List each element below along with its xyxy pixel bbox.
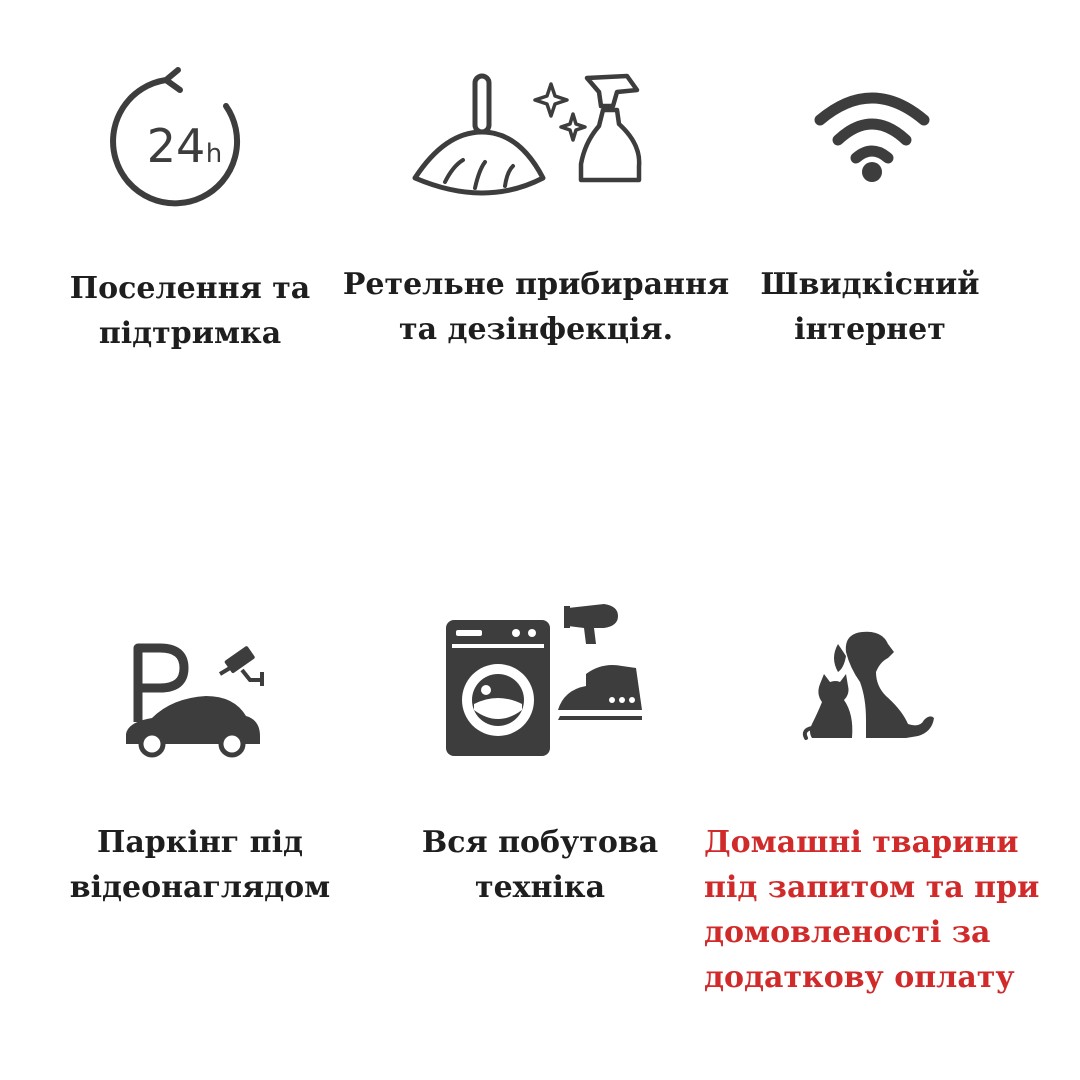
parking-camera-car-icon bbox=[122, 640, 282, 760]
cleaning-broom-spray-icon bbox=[405, 70, 645, 220]
feature-label-checkin: Поселення та підтримка bbox=[69, 271, 311, 351]
feature-label-parking: Паркінг під відеонаглядом bbox=[69, 825, 331, 905]
wifi-icon bbox=[814, 92, 930, 184]
feature-label-cleaning: Ретельне прибирання та дезінфекція. bbox=[342, 267, 730, 347]
feature-label-internet: Швидкісний інтернет bbox=[760, 267, 980, 347]
dog-cat-icon bbox=[806, 628, 936, 744]
feature-label-pets: Домашні тварини під запитом та при домовленості за додаткову оплату bbox=[704, 825, 1040, 995]
feature-label-appliances: Вся побутова техніка bbox=[421, 825, 659, 905]
svg-text:h: h bbox=[205, 139, 223, 169]
washer-iron-hairdryer-icon bbox=[446, 600, 646, 758]
clock-24h-text: 24 bbox=[146, 119, 206, 173]
24h-clock-icon bbox=[108, 72, 248, 212]
